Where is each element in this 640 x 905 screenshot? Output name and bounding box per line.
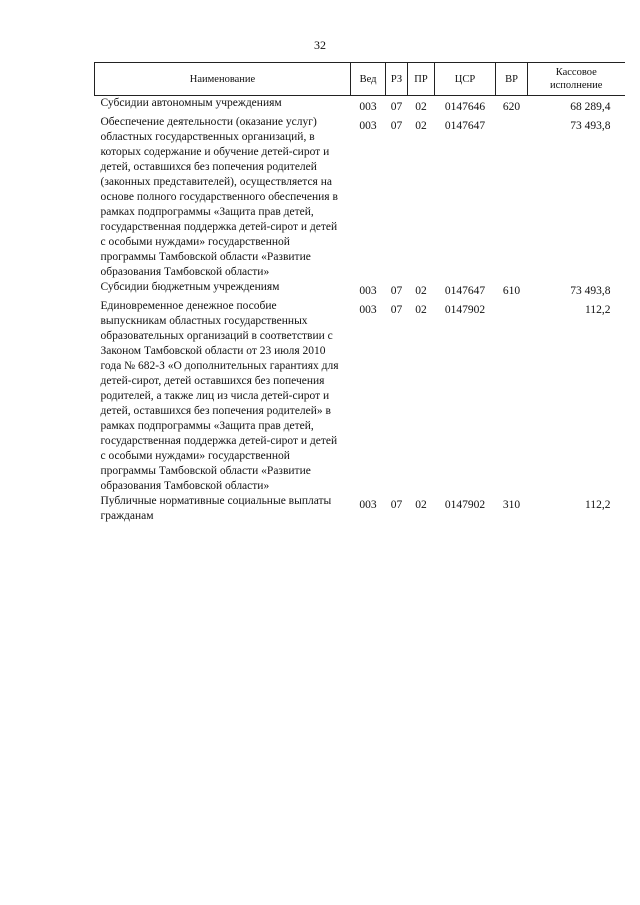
- header-vr: ВР: [496, 63, 528, 96]
- row-name: Субсидии бюджетным учреждениям: [100, 281, 280, 293]
- header-csr: ЦСР: [435, 63, 496, 96]
- row-csr: 0147902: [444, 304, 486, 316]
- row-amount: 112,2: [585, 304, 611, 316]
- row-name: Единовременное денежное пособие выпускникам областных государственных образовательных организаций в соответствии с Законом Тамбовской области от 23 июля 2010 года № 682-З «О дополнительных гарантиях для детей-сирот, детей оставшихся без попечения родителей, а также лиц из числа детей-сирот и детей, оставшихся без попечения родителей» в рамках подпрограммы «Защита прав детей, государственная поддержка детей-сирот и детей с особыми нуждами» государственной программы Тамбовской области «Развитие образования Тамбовской области»: [100, 300, 339, 492]
- header-amount: Кассовое исполнение: [528, 63, 625, 96]
- header-name: Наименование: [95, 63, 351, 96]
- header-pr: ПР: [408, 63, 435, 96]
- row-csr: 0147646: [444, 101, 486, 113]
- row-pr: 02: [415, 499, 427, 511]
- row-vr: [496, 115, 528, 280]
- row-ved: 003: [359, 120, 377, 132]
- row-name: Обеспечение деятельности (оказание услуг) областных государственных организаций, в которых содержание и обучение детей-сирот и детей, оставшихся без попечения родителей (законных представителей), осуществляется на основе полного государственного обеспечения в рамках подпрограммы «Защита прав детей, государственная поддержка детей-сирот и детей с особыми нуждами» государственной программы Тамбовской области «Развитие образования Тамбовской области»: [100, 116, 338, 278]
- row-amount: 112,2: [585, 499, 611, 511]
- page-number: 32: [314, 38, 326, 52]
- row-ved: 003: [359, 285, 377, 297]
- header-ved: Вед: [351, 63, 386, 96]
- row-vr: 610: [502, 285, 521, 297]
- row-name: Публичные нормативные социальные выплаты гражданам: [100, 495, 332, 522]
- row-pr: 02: [415, 304, 427, 316]
- row-rz: 07: [390, 499, 403, 511]
- table-row: [95, 299, 625, 494]
- row-csr: 0147647: [444, 285, 486, 297]
- row-ved: 003: [359, 499, 377, 511]
- row-rz: 07: [390, 101, 403, 113]
- table-header-row: [95, 63, 625, 96]
- row-amount: 73 493,8: [570, 120, 611, 132]
- row-ved: 003: [359, 101, 377, 113]
- table-row: [95, 494, 625, 524]
- row-rz: 07: [390, 304, 403, 316]
- table-row: [95, 115, 625, 280]
- row-csr: 0147902: [444, 499, 486, 511]
- row-amount: 73 493,8: [570, 285, 611, 297]
- row-amount: 68 289,4: [570, 101, 611, 113]
- budget-table: [94, 62, 625, 524]
- row-pr: 02: [415, 285, 427, 297]
- row-vr: 620: [502, 101, 521, 113]
- row-vr: 310: [502, 499, 521, 511]
- row-pr: 02: [415, 120, 427, 132]
- row-name: Субсидии автономным учреждениям: [100, 97, 282, 109]
- table-row: [95, 280, 625, 299]
- row-pr: 02: [415, 101, 427, 113]
- row-vr: [496, 299, 528, 494]
- table-row: [95, 96, 625, 116]
- row-rz: 07: [390, 285, 403, 297]
- header-rz: РЗ: [386, 63, 408, 96]
- row-rz: 07: [390, 120, 403, 132]
- row-ved: 003: [359, 304, 377, 316]
- row-csr: 0147647: [444, 120, 486, 132]
